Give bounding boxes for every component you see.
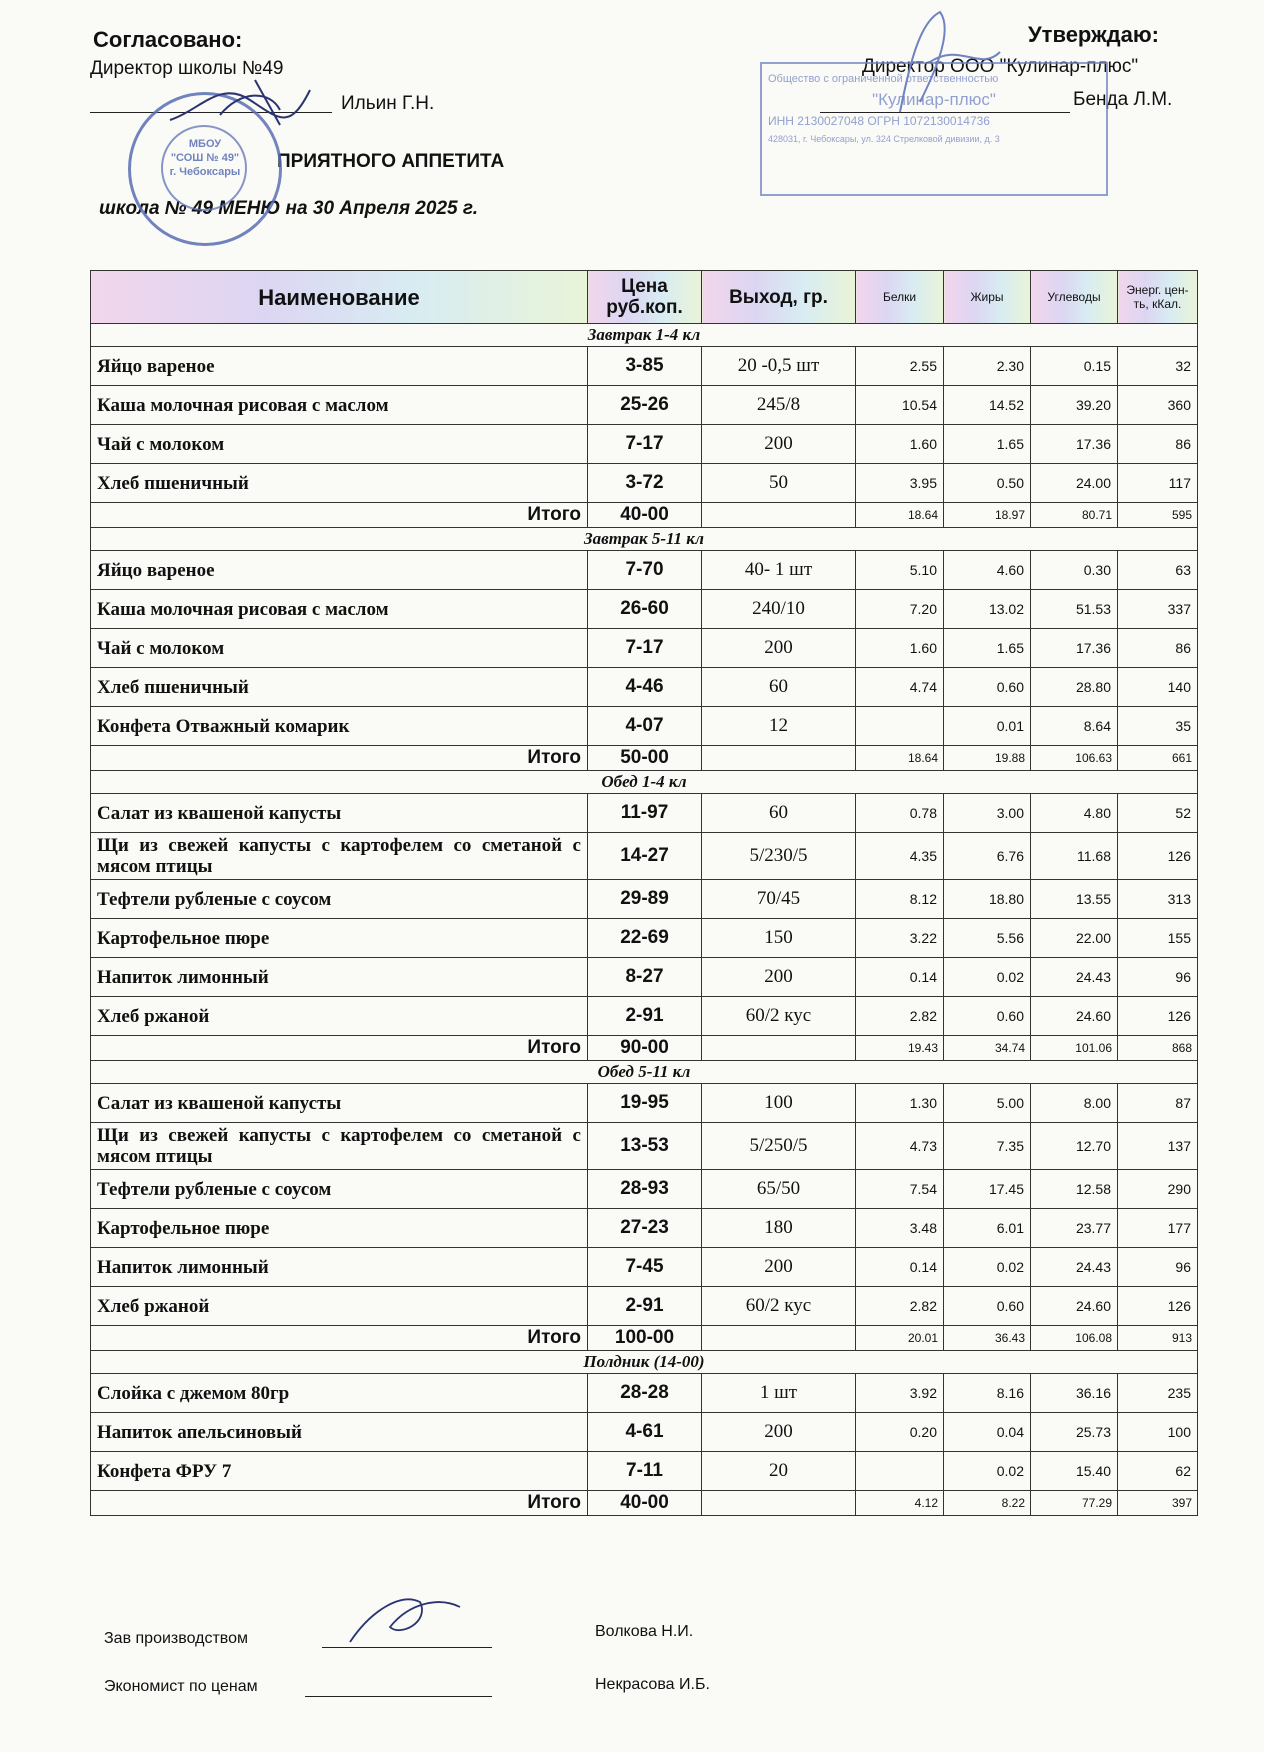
total-label: Итого bbox=[91, 1036, 588, 1061]
dish-carbs: 0.15 bbox=[1031, 347, 1118, 386]
dish-name: Щи из свежей капусты с картофелем со сметаной с мясом птицы bbox=[91, 833, 588, 880]
table-row bbox=[91, 668, 1198, 707]
dish-energy: 126 bbox=[1118, 997, 1198, 1036]
approve-name: Бенда Л.М. bbox=[1073, 89, 1173, 110]
stamp-line-1: МБОУ bbox=[188, 138, 222, 150]
dish-price: 28-93 bbox=[588, 1170, 702, 1209]
dish-protein bbox=[856, 1452, 944, 1491]
dish-fat: 6.01 bbox=[944, 1209, 1031, 1248]
dish-protein: 0.14 bbox=[856, 1248, 944, 1287]
dish-price: 11-97 bbox=[588, 794, 702, 833]
signature-scribble-right bbox=[860, 2, 1020, 122]
dish-price: 19-95 bbox=[588, 1084, 702, 1123]
dish-fat: 18.80 bbox=[944, 880, 1031, 919]
dish-price: 7-45 bbox=[588, 1248, 702, 1287]
dish-yield: 12 bbox=[702, 707, 856, 746]
dish-yield: 5/230/5 bbox=[702, 833, 856, 880]
total-row bbox=[91, 503, 1198, 528]
rect-stamp-line-3: ИНН 2130027048 ОГРН 1072130014736 bbox=[768, 114, 990, 128]
agreed-name: Ильин Г.Н. bbox=[341, 93, 435, 114]
dish-carbs: 24.43 bbox=[1031, 958, 1118, 997]
dish-protein: 2.82 bbox=[856, 1287, 944, 1326]
dish-name: Салат из квашеной капусты bbox=[91, 1084, 588, 1123]
dish-name: Хлеб пшеничный bbox=[91, 464, 588, 503]
dish-yield: 200 bbox=[702, 425, 856, 464]
total-price: 40-00 bbox=[588, 1491, 702, 1516]
col-name-header: Наименование bbox=[91, 271, 588, 324]
dish-yield: 20 bbox=[702, 1452, 856, 1491]
col-price-header: Цена руб.коп. bbox=[588, 271, 702, 324]
production-label: Зав производством bbox=[104, 1630, 248, 1647]
dish-protein: 7.20 bbox=[856, 590, 944, 629]
dish-carbs: 25.73 bbox=[1031, 1413, 1118, 1452]
dish-protein: 10.54 bbox=[856, 386, 944, 425]
dish-price: 14-27 bbox=[588, 833, 702, 880]
dish-energy: 117 bbox=[1118, 464, 1198, 503]
menu-title: школа № 49 МЕНЮ на 30 Апреля 2025 г. bbox=[99, 198, 479, 219]
section-title: Полдник (14-00) bbox=[91, 1351, 1198, 1374]
approve-position: Директор ООО "Кулинар-плюс" bbox=[862, 56, 1139, 77]
dish-fat: 14.52 bbox=[944, 386, 1031, 425]
dish-price: 4-61 bbox=[588, 1413, 702, 1452]
total-protein: 4.12 bbox=[856, 1491, 944, 1516]
total-yield-empty bbox=[702, 1036, 856, 1061]
total-row bbox=[91, 1491, 1198, 1516]
table-row bbox=[91, 919, 1198, 958]
dish-protein: 2.55 bbox=[856, 347, 944, 386]
dish-price: 7-17 bbox=[588, 425, 702, 464]
dish-energy: 313 bbox=[1118, 880, 1198, 919]
dish-price: 26-60 bbox=[588, 590, 702, 629]
col-energy-header: Энерг. цен-ть, кКал. bbox=[1118, 271, 1198, 324]
dish-price: 4-46 bbox=[588, 668, 702, 707]
dish-price: 8-27 bbox=[588, 958, 702, 997]
section-title: Завтрак 1-4 кл bbox=[91, 324, 1198, 347]
dish-name: Каша молочная рисовая с маслом bbox=[91, 590, 588, 629]
table-row bbox=[91, 1248, 1198, 1287]
rect-stamp-line-4: 428031, г. Чебоксары, ул. 324 Стрелковой дивизии, д. 3 bbox=[768, 134, 1000, 144]
total-energy: 913 bbox=[1118, 1326, 1198, 1351]
dish-energy: 290 bbox=[1118, 1170, 1198, 1209]
table-row bbox=[91, 880, 1198, 919]
table-row bbox=[91, 425, 1198, 464]
dish-name: Щи из свежей капусты с картофелем со сметаной с мясом птицы bbox=[91, 1123, 588, 1170]
total-yield-empty bbox=[702, 1491, 856, 1516]
table-row bbox=[91, 1170, 1198, 1209]
table-row bbox=[91, 707, 1198, 746]
dish-yield: 20 -0,5 шт bbox=[702, 347, 856, 386]
dish-price: 25-26 bbox=[588, 386, 702, 425]
dish-protein: 1.30 bbox=[856, 1084, 944, 1123]
dish-fat: 0.02 bbox=[944, 1248, 1031, 1287]
dish-carbs: 17.36 bbox=[1031, 425, 1118, 464]
dish-fat: 0.60 bbox=[944, 668, 1031, 707]
dish-protein: 7.54 bbox=[856, 1170, 944, 1209]
dish-fat: 17.45 bbox=[944, 1170, 1031, 1209]
dish-carbs: 51.53 bbox=[1031, 590, 1118, 629]
table-row bbox=[91, 464, 1198, 503]
dish-protein: 1.60 bbox=[856, 629, 944, 668]
dish-yield: 60/2 кус bbox=[702, 997, 856, 1036]
dish-carbs: 8.00 bbox=[1031, 1084, 1118, 1123]
total-price: 90-00 bbox=[588, 1036, 702, 1061]
total-energy: 868 bbox=[1118, 1036, 1198, 1061]
col-carbs-header: Углеводы bbox=[1031, 271, 1118, 324]
total-protein: 20.01 bbox=[856, 1326, 944, 1351]
dish-fat: 0.02 bbox=[944, 1452, 1031, 1491]
table-row bbox=[91, 1209, 1198, 1248]
dish-energy: 35 bbox=[1118, 707, 1198, 746]
dish-fat: 1.65 bbox=[944, 425, 1031, 464]
dish-name: Тефтели рубленые с соусом bbox=[91, 880, 588, 919]
dish-yield: 200 bbox=[702, 1248, 856, 1287]
dish-name: Слойка с джемом 80гр bbox=[91, 1374, 588, 1413]
total-protein: 18.64 bbox=[856, 746, 944, 771]
dish-carbs: 15.40 bbox=[1031, 1452, 1118, 1491]
dish-name: Чай с молоком bbox=[91, 629, 588, 668]
dish-carbs: 22.00 bbox=[1031, 919, 1118, 958]
dish-protein: 3.92 bbox=[856, 1374, 944, 1413]
total-carbs: 106.08 bbox=[1031, 1326, 1118, 1351]
total-price: 50-00 bbox=[588, 746, 702, 771]
table-row bbox=[91, 1413, 1198, 1452]
dish-carbs: 17.36 bbox=[1031, 629, 1118, 668]
dish-yield: 200 bbox=[702, 958, 856, 997]
dish-carbs: 13.55 bbox=[1031, 880, 1118, 919]
dish-fat: 0.50 bbox=[944, 464, 1031, 503]
dish-protein: 1.60 bbox=[856, 425, 944, 464]
dish-fat: 3.00 bbox=[944, 794, 1031, 833]
section-header-row bbox=[91, 771, 1198, 794]
rect-stamp-line-2: "Кулинар-плюс" bbox=[872, 90, 996, 109]
total-label: Итого bbox=[91, 1491, 588, 1516]
approve-title: Утверждаю: bbox=[1028, 22, 1159, 47]
dish-price: 29-89 bbox=[588, 880, 702, 919]
dish-energy: 96 bbox=[1118, 1248, 1198, 1287]
dish-name: Картофельное пюре bbox=[91, 1209, 588, 1248]
dish-name: Хлеб ржаной bbox=[91, 1287, 588, 1326]
slogan: ПРИЯТНОГО АППЕТИТА bbox=[277, 151, 505, 172]
dish-energy: 86 bbox=[1118, 425, 1198, 464]
dish-carbs: 12.58 bbox=[1031, 1170, 1118, 1209]
total-yield-empty bbox=[702, 1326, 856, 1351]
dish-protein: 5.10 bbox=[856, 551, 944, 590]
dish-protein: 3.22 bbox=[856, 919, 944, 958]
dish-fat: 0.01 bbox=[944, 707, 1031, 746]
dish-carbs: 8.64 bbox=[1031, 707, 1118, 746]
table-row bbox=[91, 1287, 1198, 1326]
rect-stamp-line-1: Общество с ограниченной ответственностью bbox=[768, 73, 999, 85]
total-carbs: 106.63 bbox=[1031, 746, 1118, 771]
total-fat: 34.74 bbox=[944, 1036, 1031, 1061]
dish-carbs: 4.80 bbox=[1031, 794, 1118, 833]
dish-fat: 0.02 bbox=[944, 958, 1031, 997]
total-yield-empty bbox=[702, 503, 856, 528]
dish-fat: 7.35 bbox=[944, 1123, 1031, 1170]
dish-price: 7-17 bbox=[588, 629, 702, 668]
dish-fat: 0.60 bbox=[944, 997, 1031, 1036]
total-price: 40-00 bbox=[588, 503, 702, 528]
total-protein: 19.43 bbox=[856, 1036, 944, 1061]
total-row bbox=[91, 746, 1198, 771]
menu-table bbox=[90, 270, 1198, 1516]
table-row bbox=[91, 1374, 1198, 1413]
section-title: Завтрак 5-11 кл bbox=[91, 528, 1198, 551]
dish-energy: 337 bbox=[1118, 590, 1198, 629]
dish-protein: 4.35 bbox=[856, 833, 944, 880]
dish-name: Тефтели рубленые с соусом bbox=[91, 1170, 588, 1209]
dish-yield: 200 bbox=[702, 1413, 856, 1452]
dish-carbs: 0.30 bbox=[1031, 551, 1118, 590]
dish-fat: 6.76 bbox=[944, 833, 1031, 880]
agreed-title: Согласовано: bbox=[93, 27, 243, 52]
total-protein: 18.64 bbox=[856, 503, 944, 528]
dish-carbs: 24.60 bbox=[1031, 1287, 1118, 1326]
dish-price: 13-53 bbox=[588, 1123, 702, 1170]
dish-fat: 1.65 bbox=[944, 629, 1031, 668]
total-row bbox=[91, 1036, 1198, 1061]
dish-yield: 240/10 bbox=[702, 590, 856, 629]
dish-protein: 0.20 bbox=[856, 1413, 944, 1452]
table-row bbox=[91, 590, 1198, 629]
dish-energy: 52 bbox=[1118, 794, 1198, 833]
dish-protein: 4.73 bbox=[856, 1123, 944, 1170]
dish-name: Конфета Отважный комарик bbox=[91, 707, 588, 746]
dish-energy: 86 bbox=[1118, 629, 1198, 668]
table-row bbox=[91, 958, 1198, 997]
dish-fat: 5.56 bbox=[944, 919, 1031, 958]
table-row bbox=[91, 1452, 1198, 1491]
dish-name: Каша молочная рисовая с маслом bbox=[91, 386, 588, 425]
total-label: Итого bbox=[91, 1326, 588, 1351]
dish-price: 28-28 bbox=[588, 1374, 702, 1413]
section-title: Обед 5-11 кл bbox=[91, 1061, 1198, 1084]
total-row bbox=[91, 1326, 1198, 1351]
section-header-row bbox=[91, 1061, 1198, 1084]
dish-energy: 126 bbox=[1118, 1287, 1198, 1326]
dish-energy: 126 bbox=[1118, 833, 1198, 880]
table-row bbox=[91, 1123, 1198, 1170]
agreed-position: Директор школы №49 bbox=[90, 58, 284, 79]
dish-name: Яйцо вареное bbox=[91, 551, 588, 590]
col-protein-header: Белки bbox=[856, 271, 944, 324]
dish-energy: 62 bbox=[1118, 1452, 1198, 1491]
dish-yield: 50 bbox=[702, 464, 856, 503]
dish-energy: 100 bbox=[1118, 1413, 1198, 1452]
total-price: 100-00 bbox=[588, 1326, 702, 1351]
total-energy: 397 bbox=[1118, 1491, 1198, 1516]
dish-fat: 5.00 bbox=[944, 1084, 1031, 1123]
table-row bbox=[91, 386, 1198, 425]
economist-label: Экономист по ценам bbox=[104, 1678, 258, 1695]
dish-name: Хлеб ржаной bbox=[91, 997, 588, 1036]
total-yield-empty bbox=[702, 746, 856, 771]
dish-name: Напиток лимонный bbox=[91, 958, 588, 997]
section-title: Обед 1-4 кл bbox=[91, 771, 1198, 794]
dish-name: Конфета ФРУ 7 bbox=[91, 1452, 588, 1491]
dish-yield: 60 bbox=[702, 794, 856, 833]
dish-price: 27-23 bbox=[588, 1209, 702, 1248]
dish-price: 2-91 bbox=[588, 1287, 702, 1326]
dish-carbs: 11.68 bbox=[1031, 833, 1118, 880]
dish-fat: 13.02 bbox=[944, 590, 1031, 629]
dish-carbs: 23.77 bbox=[1031, 1209, 1118, 1248]
table-row bbox=[91, 1084, 1198, 1123]
stamp-line-2: "СОШ № 49" bbox=[170, 152, 240, 164]
signature-scribble-footer bbox=[340, 1582, 470, 1652]
dish-fat: 4.60 bbox=[944, 551, 1031, 590]
dish-yield: 60/2 кус bbox=[702, 1287, 856, 1326]
dish-name: Салат из квашеной капусты bbox=[91, 794, 588, 833]
dish-protein: 4.74 bbox=[856, 668, 944, 707]
table-row bbox=[91, 551, 1198, 590]
dish-name: Картофельное пюре bbox=[91, 919, 588, 958]
dish-price: 7-11 bbox=[588, 1452, 702, 1491]
production-name: Волкова Н.И. bbox=[595, 1623, 694, 1640]
dish-protein: 8.12 bbox=[856, 880, 944, 919]
dish-energy: 140 bbox=[1118, 668, 1198, 707]
dish-yield: 100 bbox=[702, 1084, 856, 1123]
dish-energy: 360 bbox=[1118, 386, 1198, 425]
total-fat: 18.97 bbox=[944, 503, 1031, 528]
total-carbs: 77.29 bbox=[1031, 1491, 1118, 1516]
dish-yield: 1 шт bbox=[702, 1374, 856, 1413]
dish-carbs: 28.80 bbox=[1031, 668, 1118, 707]
dish-yield: 70/45 bbox=[702, 880, 856, 919]
dish-price: 7-70 bbox=[588, 551, 702, 590]
dish-price: 2-91 bbox=[588, 997, 702, 1036]
dish-carbs: 39.20 bbox=[1031, 386, 1118, 425]
total-fat: 19.88 bbox=[944, 746, 1031, 771]
dish-price: 3-85 bbox=[588, 347, 702, 386]
total-carbs: 80.71 bbox=[1031, 503, 1118, 528]
dish-protein: 3.95 bbox=[856, 464, 944, 503]
dish-carbs: 24.60 bbox=[1031, 997, 1118, 1036]
dish-protein bbox=[856, 707, 944, 746]
dish-name: Чай с молоком bbox=[91, 425, 588, 464]
dish-energy: 96 bbox=[1118, 958, 1198, 997]
total-energy: 595 bbox=[1118, 503, 1198, 528]
total-fat: 36.43 bbox=[944, 1326, 1031, 1351]
dish-carbs: 24.43 bbox=[1031, 1248, 1118, 1287]
dish-energy: 155 bbox=[1118, 919, 1198, 958]
dish-yield: 5/250/5 bbox=[702, 1123, 856, 1170]
section-header-row bbox=[91, 528, 1198, 551]
stamp-line-3: г. Чебоксары bbox=[169, 166, 241, 178]
dish-carbs: 24.00 bbox=[1031, 464, 1118, 503]
dish-energy: 63 bbox=[1118, 551, 1198, 590]
dish-yield: 245/8 bbox=[702, 386, 856, 425]
col-fat-header: Жиры bbox=[944, 271, 1031, 324]
dish-protein: 0.78 bbox=[856, 794, 944, 833]
dish-fat: 0.60 bbox=[944, 1287, 1031, 1326]
dish-name: Хлеб пшеничный bbox=[91, 668, 588, 707]
table-row bbox=[91, 997, 1198, 1036]
dish-fat: 8.16 bbox=[944, 1374, 1031, 1413]
dish-energy: 235 bbox=[1118, 1374, 1198, 1413]
dish-fat: 0.04 bbox=[944, 1413, 1031, 1452]
dish-yield: 180 bbox=[702, 1209, 856, 1248]
dish-name: Напиток апельсиновый bbox=[91, 1413, 588, 1452]
dish-price: 22-69 bbox=[588, 919, 702, 958]
dish-yield: 150 bbox=[702, 919, 856, 958]
total-label: Итого bbox=[91, 746, 588, 771]
dish-price: 4-07 bbox=[588, 707, 702, 746]
table-row bbox=[91, 347, 1198, 386]
dish-yield: 60 bbox=[702, 668, 856, 707]
section-header-row bbox=[91, 324, 1198, 347]
col-yield-header: Выход, гр. bbox=[702, 271, 856, 324]
dish-energy: 137 bbox=[1118, 1123, 1198, 1170]
dish-fat: 2.30 bbox=[944, 347, 1031, 386]
dish-protein: 2.82 bbox=[856, 997, 944, 1036]
section-header-row bbox=[91, 1351, 1198, 1374]
total-label: Итого bbox=[91, 503, 588, 528]
total-carbs: 101.06 bbox=[1031, 1036, 1118, 1061]
dish-energy: 87 bbox=[1118, 1084, 1198, 1123]
dish-yield: 40- 1 шт bbox=[702, 551, 856, 590]
total-fat: 8.22 bbox=[944, 1491, 1031, 1516]
table-header-row bbox=[91, 271, 1198, 324]
dish-yield: 200 bbox=[702, 629, 856, 668]
total-energy: 661 bbox=[1118, 746, 1198, 771]
dish-energy: 32 bbox=[1118, 347, 1198, 386]
dish-yield: 65/50 bbox=[702, 1170, 856, 1209]
economist-signature-line bbox=[305, 1696, 492, 1697]
dish-name: Напиток лимонный bbox=[91, 1248, 588, 1287]
dish-energy: 177 bbox=[1118, 1209, 1198, 1248]
dish-protein: 3.48 bbox=[856, 1209, 944, 1248]
signature-scribble-left bbox=[160, 60, 330, 140]
dish-price: 3-72 bbox=[588, 464, 702, 503]
dish-name: Яйцо вареное bbox=[91, 347, 588, 386]
economist-name: Некрасова И.Б. bbox=[595, 1676, 710, 1693]
table-row bbox=[91, 833, 1198, 880]
table-row bbox=[91, 794, 1198, 833]
dish-carbs: 36.16 bbox=[1031, 1374, 1118, 1413]
table-row bbox=[91, 629, 1198, 668]
dish-carbs: 12.70 bbox=[1031, 1123, 1118, 1170]
dish-protein: 0.14 bbox=[856, 958, 944, 997]
